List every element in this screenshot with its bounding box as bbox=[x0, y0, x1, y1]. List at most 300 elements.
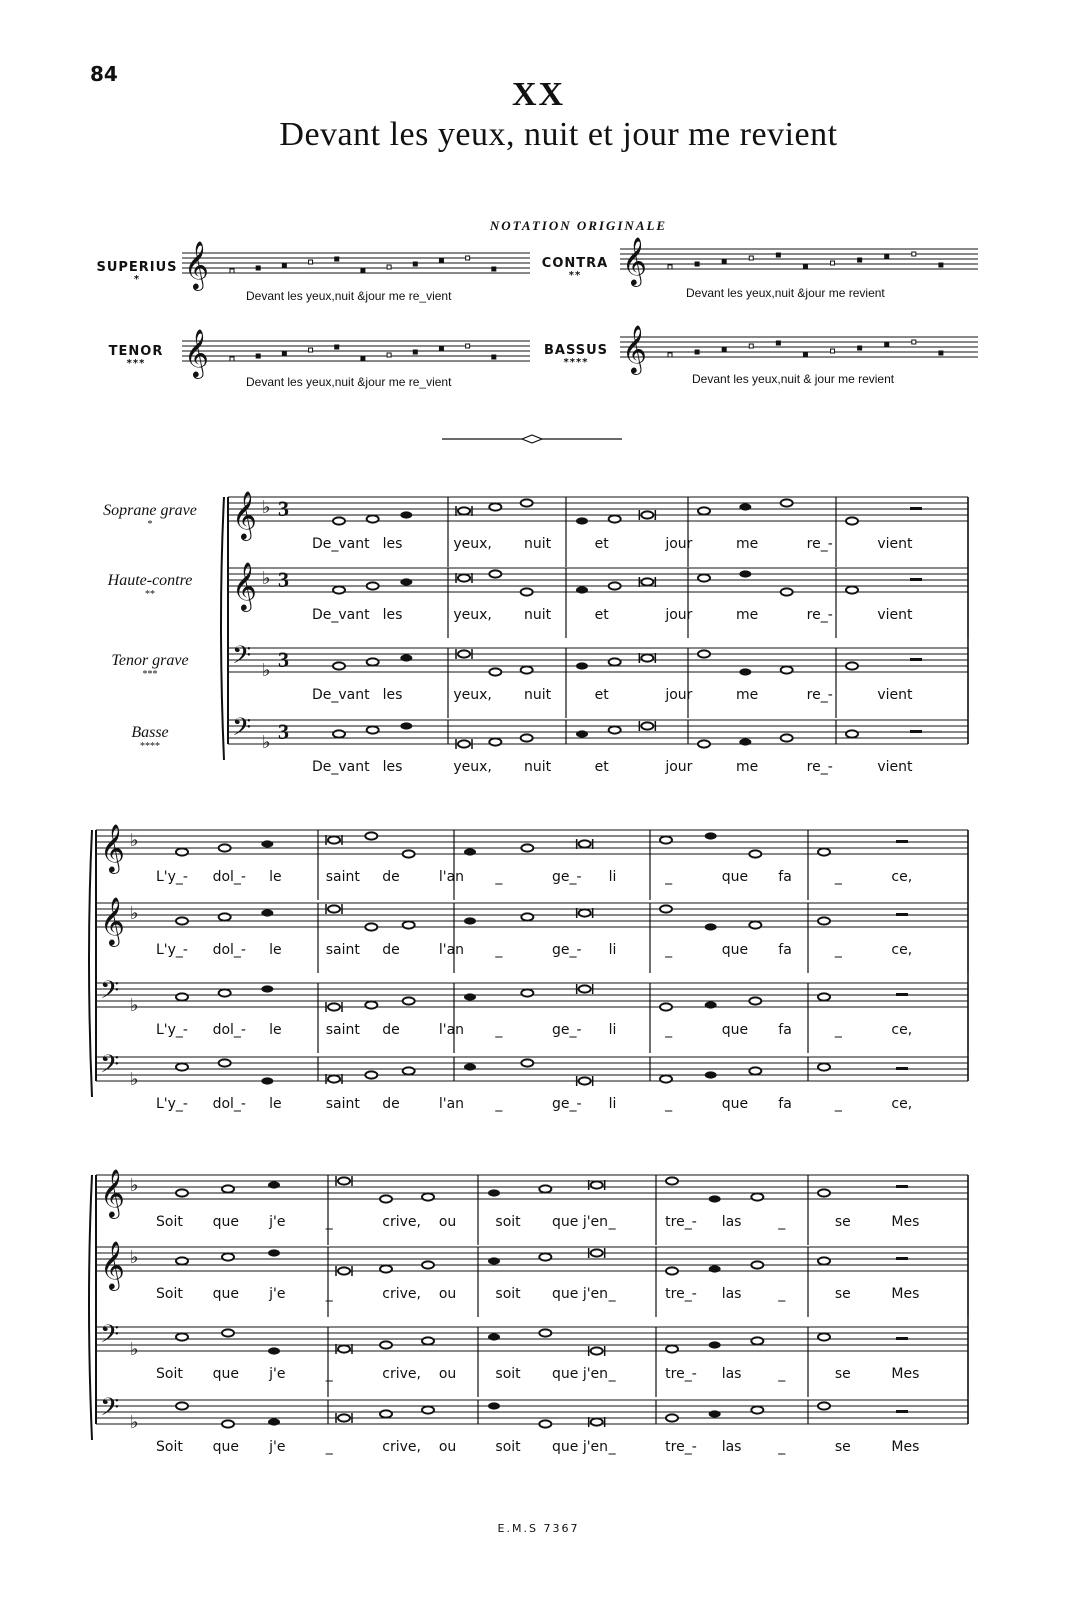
voice-name: Tenor grave bbox=[111, 652, 189, 669]
lyric-syllable: soit bbox=[495, 1214, 521, 1230]
quarter-note bbox=[400, 722, 412, 729]
lyric-syllable: Mes bbox=[891, 1214, 920, 1230]
whole-note bbox=[846, 730, 858, 737]
whole-note bbox=[698, 650, 710, 657]
lyric-syllable: _ bbox=[608, 1286, 616, 1302]
lyric-syllable: ge_- bbox=[552, 942, 582, 958]
lyric-syllable: Mes bbox=[891, 1439, 920, 1455]
quarter-note bbox=[739, 570, 751, 577]
mensural-note bbox=[831, 261, 835, 265]
treble-clef-icon: 𝄞 bbox=[100, 896, 125, 945]
whole-note bbox=[176, 1402, 188, 1409]
lyric-syllable: L'y_- bbox=[156, 942, 188, 958]
whole-note bbox=[176, 848, 188, 855]
whole-note bbox=[222, 1420, 234, 1427]
mensural-note bbox=[885, 343, 889, 347]
lyric-syllable: que j'en bbox=[552, 1439, 609, 1455]
lyric-syllable: que j'en bbox=[552, 1214, 609, 1230]
lyric-syllable: re_- bbox=[806, 607, 833, 623]
whole-note bbox=[666, 1177, 678, 1184]
quarter-note bbox=[705, 832, 717, 839]
lyric-syllable: _ bbox=[325, 1214, 333, 1230]
lyric-syllable: li bbox=[608, 1096, 617, 1112]
mensural-note bbox=[413, 262, 417, 266]
whole-note bbox=[818, 1257, 830, 1264]
quarter-note bbox=[576, 662, 588, 669]
lyric-syllable: _ bbox=[325, 1439, 333, 1455]
whole-note bbox=[333, 730, 345, 737]
lyric-syllable: le bbox=[269, 1096, 282, 1112]
lyric-syllable: ce, bbox=[891, 869, 913, 885]
rest bbox=[896, 913, 908, 916]
quarter-note bbox=[739, 738, 751, 745]
notation-heading: NOTATION ORIGINALE bbox=[489, 218, 668, 233]
lyric-syllable: crive, bbox=[382, 1439, 421, 1455]
whole-note bbox=[333, 517, 345, 524]
lyric-syllable: vient bbox=[877, 759, 913, 775]
lyric-syllable: Mes bbox=[891, 1366, 920, 1382]
lyric-syllable: _ bbox=[495, 1096, 503, 1112]
lyric-syllable: li bbox=[608, 942, 617, 958]
quarter-note bbox=[709, 1410, 721, 1417]
lyric-syllable: yeux, bbox=[453, 536, 492, 552]
piece-number: XX bbox=[511, 76, 566, 113]
lyric-syllable: que bbox=[212, 1286, 239, 1302]
whole-note bbox=[222, 1329, 234, 1336]
mensural-note bbox=[695, 350, 699, 354]
whole-note bbox=[751, 1193, 763, 1200]
whole-note bbox=[749, 850, 761, 857]
lyric-syllable: soit bbox=[495, 1286, 521, 1302]
lyric-syllable: de bbox=[382, 1096, 400, 1112]
whole-note bbox=[846, 586, 858, 593]
lyric-syllable: yeux, bbox=[453, 607, 492, 623]
whole-note bbox=[521, 734, 533, 741]
rest bbox=[910, 658, 922, 661]
mensural-note bbox=[256, 354, 260, 358]
lyric-syllable: _ bbox=[665, 1096, 673, 1112]
lyric-syllable: crive, bbox=[382, 1286, 421, 1302]
rest bbox=[896, 1185, 908, 1188]
lyric-syllable: re_- bbox=[806, 536, 833, 552]
breve-note bbox=[591, 1418, 603, 1425]
flat-icon: ♭ bbox=[130, 995, 139, 1016]
whole-note bbox=[365, 1001, 377, 1008]
lyric-syllable: jour bbox=[665, 759, 693, 775]
treble-clef-icon: 𝄞 bbox=[232, 490, 257, 539]
lyric-syllable: ou bbox=[438, 1366, 457, 1382]
lyric-syllable: l'an bbox=[438, 1022, 465, 1038]
lyric-syllable: _ bbox=[495, 1022, 503, 1038]
lyric-syllable: _ bbox=[665, 1022, 673, 1038]
whole-note bbox=[818, 848, 830, 855]
quarter-note bbox=[488, 1402, 500, 1409]
mensural-note bbox=[858, 258, 862, 262]
mensural-note bbox=[749, 344, 753, 348]
lyric-syllable: l'an bbox=[438, 869, 465, 885]
time-signature: 3 bbox=[278, 496, 289, 521]
whole-note bbox=[367, 658, 379, 665]
whole-note bbox=[176, 1189, 188, 1196]
whole-note bbox=[333, 586, 345, 593]
breve-note bbox=[328, 1003, 340, 1010]
lyric-syllable: les bbox=[382, 687, 403, 703]
quarter-note bbox=[261, 840, 273, 847]
quarter-note bbox=[739, 503, 751, 510]
breve-note bbox=[338, 1177, 350, 1184]
whole-note bbox=[666, 1345, 678, 1352]
mensural-note bbox=[668, 265, 672, 269]
lyric-syllable: se bbox=[834, 1214, 851, 1230]
lyric-syllable: se bbox=[834, 1439, 851, 1455]
mensural-note bbox=[361, 268, 365, 272]
flat-icon: ♭ bbox=[130, 1069, 139, 1090]
lyric-syllable: j'e bbox=[269, 1439, 286, 1455]
lyric-syllable: _ bbox=[778, 1439, 786, 1455]
treble-clef-icon: 𝄞 bbox=[232, 561, 257, 610]
flat-icon: ♭ bbox=[130, 1412, 139, 1433]
lyric-syllable: yeux, bbox=[453, 687, 492, 703]
lyric-syllable: re_- bbox=[806, 759, 833, 775]
lyric-syllable: li bbox=[608, 869, 617, 885]
whole-note bbox=[489, 668, 501, 675]
mensural-note bbox=[256, 266, 260, 270]
whole-note bbox=[751, 1337, 763, 1344]
quarter-note bbox=[464, 1063, 476, 1070]
whole-note bbox=[698, 507, 710, 514]
lyric-syllable: ou bbox=[438, 1439, 457, 1455]
lyric-syllable: de bbox=[382, 1022, 400, 1038]
lyric-syllable: L'y_- bbox=[156, 1096, 188, 1112]
quarter-note bbox=[705, 1001, 717, 1008]
lyric-syllable: nuit bbox=[524, 759, 552, 775]
treble-clef-icon: 𝄞 bbox=[100, 1240, 125, 1289]
whole-note bbox=[521, 666, 533, 673]
catalog-number: E.M.S 7367 bbox=[497, 1522, 580, 1535]
breve-note bbox=[338, 1267, 350, 1274]
time-signature: 3 bbox=[278, 567, 289, 592]
breve-note bbox=[641, 511, 653, 518]
incipit-text-contra: Devant les yeux,nuit &jour me revient bbox=[686, 286, 885, 300]
mensural-note bbox=[912, 252, 916, 256]
breve-note bbox=[641, 654, 653, 661]
lyric-syllable: saint bbox=[325, 869, 360, 885]
quarter-note bbox=[268, 1418, 280, 1425]
voice-stars: **** bbox=[140, 741, 160, 752]
lyric-syllable: les bbox=[382, 759, 403, 775]
lyric-syllable: _ bbox=[608, 1439, 616, 1455]
whole-note bbox=[380, 1341, 392, 1348]
lyric-syllable: _ bbox=[495, 942, 503, 958]
whole-note bbox=[539, 1185, 551, 1192]
bass-clef-icon: 𝄢 bbox=[100, 976, 120, 1011]
whole-note bbox=[422, 1337, 434, 1344]
lyric-syllable: _ bbox=[778, 1366, 786, 1382]
lyric-syllable: L'y_- bbox=[156, 1022, 188, 1038]
lyric-syllable: _ bbox=[834, 1096, 842, 1112]
system-bracket bbox=[89, 1175, 92, 1440]
voice-stars: * bbox=[147, 519, 153, 530]
lyric-syllable: l'an bbox=[438, 942, 465, 958]
voice-name: Basse bbox=[131, 724, 169, 741]
lyric-syllable: tre_- bbox=[665, 1366, 697, 1382]
quarter-note bbox=[488, 1257, 500, 1264]
lyric-syllable: _ bbox=[665, 942, 673, 958]
incipit-name: SUPERIUS bbox=[96, 260, 178, 275]
flat-icon: ♭ bbox=[130, 1247, 139, 1268]
lyric-syllable: soit bbox=[495, 1439, 521, 1455]
mensural-note bbox=[309, 260, 313, 264]
quarter-note bbox=[464, 993, 476, 1000]
lyric-syllable: fa bbox=[778, 1096, 792, 1112]
lyric-syllable: que bbox=[212, 1366, 239, 1382]
mensural-note bbox=[749, 256, 753, 260]
lyric-syllable: las bbox=[721, 1366, 742, 1382]
lyric-syllable: dol_- bbox=[212, 869, 246, 885]
incipit-stars: *** bbox=[126, 358, 146, 369]
lyric-syllable: _ bbox=[608, 1366, 616, 1382]
quarter-note bbox=[488, 1333, 500, 1340]
treble-clef-icon: 𝄞 bbox=[100, 823, 125, 872]
incipit-stars: * bbox=[133, 274, 141, 285]
whole-note bbox=[698, 740, 710, 747]
mensural-note bbox=[912, 340, 916, 344]
lyric-syllable: De_vant bbox=[312, 607, 370, 623]
lyric-syllable: _ bbox=[608, 1214, 616, 1230]
incipit-name: CONTRA bbox=[541, 256, 609, 271]
lyric-syllable: De_vant bbox=[312, 687, 370, 703]
whole-note bbox=[367, 726, 379, 733]
lyric-syllable: crive, bbox=[382, 1366, 421, 1382]
lyric-syllable: Mes bbox=[891, 1286, 920, 1302]
lyric-syllable: les bbox=[382, 607, 403, 623]
lyric-syllable: _ bbox=[834, 942, 842, 958]
lyric-syllable: vient bbox=[877, 607, 913, 623]
mensural-note bbox=[230, 269, 234, 273]
whole-note bbox=[403, 850, 415, 857]
breve-note bbox=[458, 740, 470, 747]
breve-note bbox=[458, 650, 470, 657]
whole-note bbox=[609, 515, 621, 522]
whole-note bbox=[365, 923, 377, 930]
whole-note bbox=[660, 1003, 672, 1010]
lyric-syllable: vient bbox=[877, 536, 913, 552]
lyric-syllable: ce, bbox=[891, 1096, 913, 1112]
voice-stars: *** bbox=[142, 669, 158, 680]
lyric-syllable: Soit bbox=[156, 1439, 183, 1455]
page-number: 84 bbox=[90, 62, 118, 86]
mensural-note bbox=[939, 351, 943, 355]
lyric-syllable: saint bbox=[325, 1096, 360, 1112]
lyric-syllable: De_vant bbox=[312, 759, 370, 775]
lyric-syllable: _ bbox=[778, 1286, 786, 1302]
quarter-note bbox=[261, 1077, 273, 1084]
quarter-note bbox=[576, 517, 588, 524]
lyric-syllable: De_vant bbox=[312, 536, 370, 552]
lyric-syllable: ge_- bbox=[552, 1022, 582, 1038]
whole-note bbox=[660, 836, 672, 843]
breve-note bbox=[579, 909, 591, 916]
flat-icon: ♭ bbox=[262, 660, 271, 681]
lyric-syllable: fa bbox=[778, 869, 792, 885]
quarter-note bbox=[268, 1347, 280, 1354]
whole-note bbox=[749, 1067, 761, 1074]
mensural-note bbox=[776, 341, 780, 345]
whole-note bbox=[367, 582, 379, 589]
whole-note bbox=[367, 515, 379, 522]
whole-note bbox=[751, 1406, 763, 1413]
lyric-syllable: yeux, bbox=[453, 759, 492, 775]
whole-note bbox=[422, 1193, 434, 1200]
lyric-syllable: jour bbox=[665, 687, 693, 703]
whole-note bbox=[365, 1071, 377, 1078]
lyric-syllable: ou bbox=[438, 1286, 457, 1302]
flat-icon: ♭ bbox=[130, 830, 139, 851]
mensural-note bbox=[387, 353, 391, 357]
lyric-syllable: crive, bbox=[382, 1214, 421, 1230]
lyric-syllable: me bbox=[736, 687, 759, 703]
quarter-note bbox=[400, 578, 412, 585]
lyric-syllable: soit bbox=[495, 1366, 521, 1382]
whole-note bbox=[403, 1067, 415, 1074]
lyric-syllable: que bbox=[212, 1439, 239, 1455]
system-bracket bbox=[221, 497, 224, 760]
whole-note bbox=[609, 726, 621, 733]
whole-note bbox=[846, 517, 858, 524]
lyric-syllable: Soit bbox=[156, 1286, 183, 1302]
breve-note bbox=[591, 1249, 603, 1256]
treble-clef-icon: 𝄞 bbox=[622, 236, 647, 285]
lyric-syllable: tre_- bbox=[665, 1214, 697, 1230]
quarter-note bbox=[576, 730, 588, 737]
lyric-syllable: ge_- bbox=[552, 1096, 582, 1112]
lyric-syllable: j'e bbox=[269, 1214, 286, 1230]
rest bbox=[910, 578, 922, 581]
whole-note bbox=[660, 1075, 672, 1082]
mensural-note bbox=[858, 346, 862, 350]
whole-note bbox=[539, 1420, 551, 1427]
breve-note bbox=[591, 1347, 603, 1354]
quarter-note bbox=[268, 1181, 280, 1188]
flat-icon: ♭ bbox=[130, 903, 139, 924]
lyric-syllable: se bbox=[834, 1366, 851, 1382]
breve-note bbox=[328, 836, 340, 843]
mensural-note bbox=[831, 349, 835, 353]
lyric-syllable: saint bbox=[325, 942, 360, 958]
whole-note bbox=[781, 588, 793, 595]
lyric-syllable: de bbox=[382, 869, 400, 885]
whole-note bbox=[818, 1402, 830, 1409]
quarter-note bbox=[261, 909, 273, 916]
breve-note bbox=[338, 1414, 350, 1421]
quarter-note bbox=[464, 848, 476, 855]
rest bbox=[896, 993, 908, 996]
lyric-syllable: que j'en bbox=[552, 1286, 609, 1302]
incipit-stars: ** bbox=[568, 270, 582, 281]
lyric-syllable: tre_- bbox=[665, 1286, 697, 1302]
breve-note bbox=[458, 574, 470, 581]
lyric-syllable: nuit bbox=[524, 607, 552, 623]
quarter-note bbox=[709, 1265, 721, 1272]
lyric-syllable: et bbox=[594, 687, 609, 703]
bass-clef-icon: 𝄢 bbox=[100, 1393, 120, 1428]
mensural-note bbox=[230, 357, 234, 361]
lyric-syllable: las bbox=[721, 1439, 742, 1455]
lyric-syllable: de bbox=[382, 942, 400, 958]
lyric-syllable: fa bbox=[778, 942, 792, 958]
mensural-note bbox=[335, 257, 339, 261]
breve-note bbox=[641, 578, 653, 585]
rest bbox=[910, 507, 922, 510]
whole-note bbox=[846, 662, 858, 669]
lyric-syllable: ce, bbox=[891, 1022, 913, 1038]
lyric-syllable: re_- bbox=[806, 687, 833, 703]
lyric-syllable: _ bbox=[834, 1022, 842, 1038]
breve-note bbox=[579, 1077, 591, 1084]
whole-note bbox=[380, 1195, 392, 1202]
lyric-syllable: me bbox=[736, 607, 759, 623]
quarter-note bbox=[488, 1189, 500, 1196]
incipit-stars: **** bbox=[563, 357, 589, 368]
lyric-syllable: nuit bbox=[524, 687, 552, 703]
whole-note bbox=[521, 1059, 533, 1066]
lyric-syllable: l'an bbox=[438, 1096, 465, 1112]
incipit-text-bassus: Devant les yeux,nuit & jour me revient bbox=[692, 372, 895, 386]
lyric-syllable: _ bbox=[325, 1286, 333, 1302]
quarter-note bbox=[576, 586, 588, 593]
lyric-syllable: _ bbox=[834, 869, 842, 885]
rest bbox=[896, 1257, 908, 1260]
breve-note bbox=[579, 985, 591, 992]
whole-note bbox=[521, 844, 533, 851]
lyric-syllable: dol_- bbox=[212, 1022, 246, 1038]
whole-note bbox=[666, 1267, 678, 1274]
lyric-syllable: que bbox=[721, 942, 749, 958]
whole-note bbox=[176, 1257, 188, 1264]
whole-note bbox=[219, 844, 231, 851]
lyric-syllable: et bbox=[594, 759, 609, 775]
bass-clef-icon: 𝄢 bbox=[232, 641, 252, 676]
quarter-note bbox=[464, 917, 476, 924]
breve-note bbox=[641, 722, 653, 729]
whole-note bbox=[489, 738, 501, 745]
whole-note bbox=[660, 905, 672, 912]
bass-clef-icon: 𝄢 bbox=[100, 1050, 120, 1085]
whole-note bbox=[176, 1063, 188, 1070]
treble-clef-icon: 𝄞 bbox=[184, 240, 209, 289]
breve-note bbox=[328, 905, 340, 912]
rest bbox=[896, 1067, 908, 1070]
rest bbox=[896, 840, 908, 843]
lyric-syllable: j'e bbox=[269, 1286, 286, 1302]
lyric-syllable: Soit bbox=[156, 1214, 183, 1230]
whole-note bbox=[749, 921, 761, 928]
whole-note bbox=[403, 997, 415, 1004]
voice-name: Soprane grave bbox=[103, 502, 197, 519]
mensural-note bbox=[803, 264, 807, 268]
mensural-note bbox=[413, 350, 417, 354]
quarter-note bbox=[705, 1071, 717, 1078]
whole-note bbox=[781, 666, 793, 673]
mensural-note bbox=[282, 351, 286, 355]
lyric-syllable: _ bbox=[325, 1366, 333, 1382]
incipit-text-tenor: Devant les yeux,nuit &jour me re_vient bbox=[246, 375, 452, 389]
mensural-note bbox=[282, 263, 286, 267]
time-signature: 3 bbox=[278, 647, 289, 672]
whole-note bbox=[403, 921, 415, 928]
whole-note bbox=[380, 1265, 392, 1272]
whole-note bbox=[521, 989, 533, 996]
